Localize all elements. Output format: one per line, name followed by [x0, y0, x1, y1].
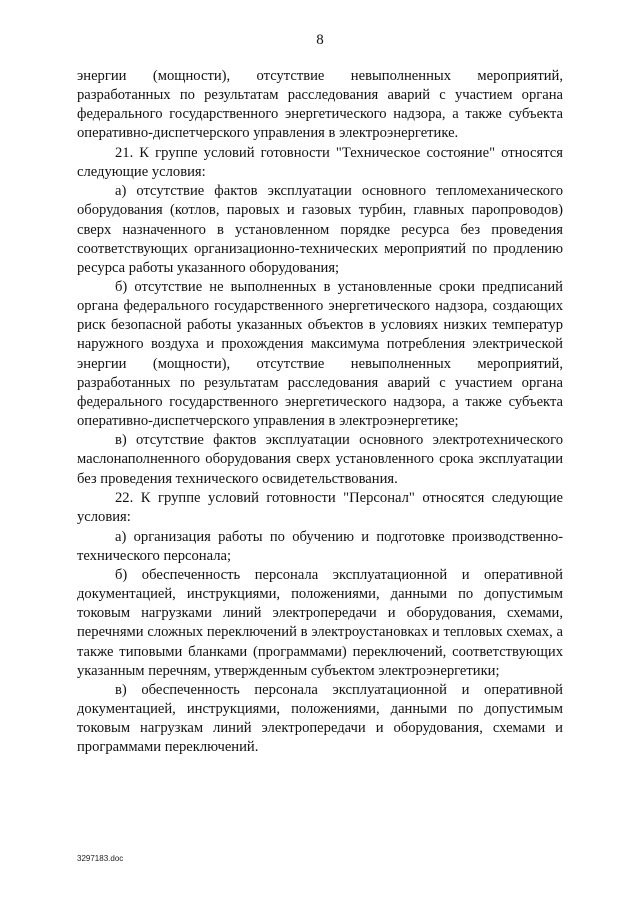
- paragraph-item-21: 21. К группе условий готовности "Техническое состояние" относятся следующие условия:: [77, 144, 563, 180]
- paragraph-item-21-v: в) отсутствие фактов эксплуатации основного электротехнического маслонаполненного оборудования сверх установленного срока эксплуатации без проведения технического освидетельствования.: [77, 432, 563, 487]
- paragraph-continuation: энергии (мощности), отсутствие невыполненных мероприятий, разработанных по результатам расследования аварий с участием органа федерального государственного энергетического надзора, а также субъекта оперативно-диспетчерского управления в электроэнергетике.: [77, 68, 563, 142]
- document-body: [77, 67, 563, 758]
- paragraph-item-21-a: а) отсутствие фактов эксплуатации основного тепломеханического оборудования (котлов, паровых и газовых турбин, главных паропроводов) сверх назначенного в установленном порядке ресурса без проведения соответствующих организационно-технических мероприятий по продлению ресурса работы указанного оборудования;: [77, 183, 563, 276]
- paragraph-item-22: 22. К группе условий готовности "Персонал" относятся следующие условия:: [77, 490, 563, 526]
- paragraph-item-21-b: б) отсутствие не выполненных в установленные сроки предписаний органа федерального государственного энергетического надзора, создающих риск безопасной работы указанных объектов в условиях низких температур наружного воздуха и прохождения максимума потребления электрической энергии (мощности), отсутствие невыполненных мероприятий, разработанных по результатам расследования аварий с участием органа федерального государственного энергетического надзора, а также субъекта оперативно-диспетчерского управления в электроэнергетике;: [77, 279, 563, 429]
- document-file-id: 3297183.doc: [77, 854, 124, 863]
- page-number: 8: [316, 32, 324, 48]
- paragraph-item-22-v: в) обеспеченность персонала эксплуатационной и оперативной документацией, инструкциями, положениями, данными по допустимым токовым нагрузкам линий электропередачи и оборудования, схемами и программами переключений.: [77, 682, 563, 756]
- paragraph-item-22-b: б) обеспеченность персонала эксплуатационной и оперативной документацией, инструкциями, положениями, данными по допустимым токовым нагрузками линий электропередачи и оборудования, схемами, перечнями сложных переключений в электроустановках и тепловых схемах, а также типовыми бланками (программами) переключений, соответствующих указанным перечням, утвержденным субъектом электроэнергетики;: [77, 567, 563, 679]
- paragraph-item-22-a: а) организация работы по обучению и подготовке производственно-технического персонала;: [77, 528, 563, 564]
